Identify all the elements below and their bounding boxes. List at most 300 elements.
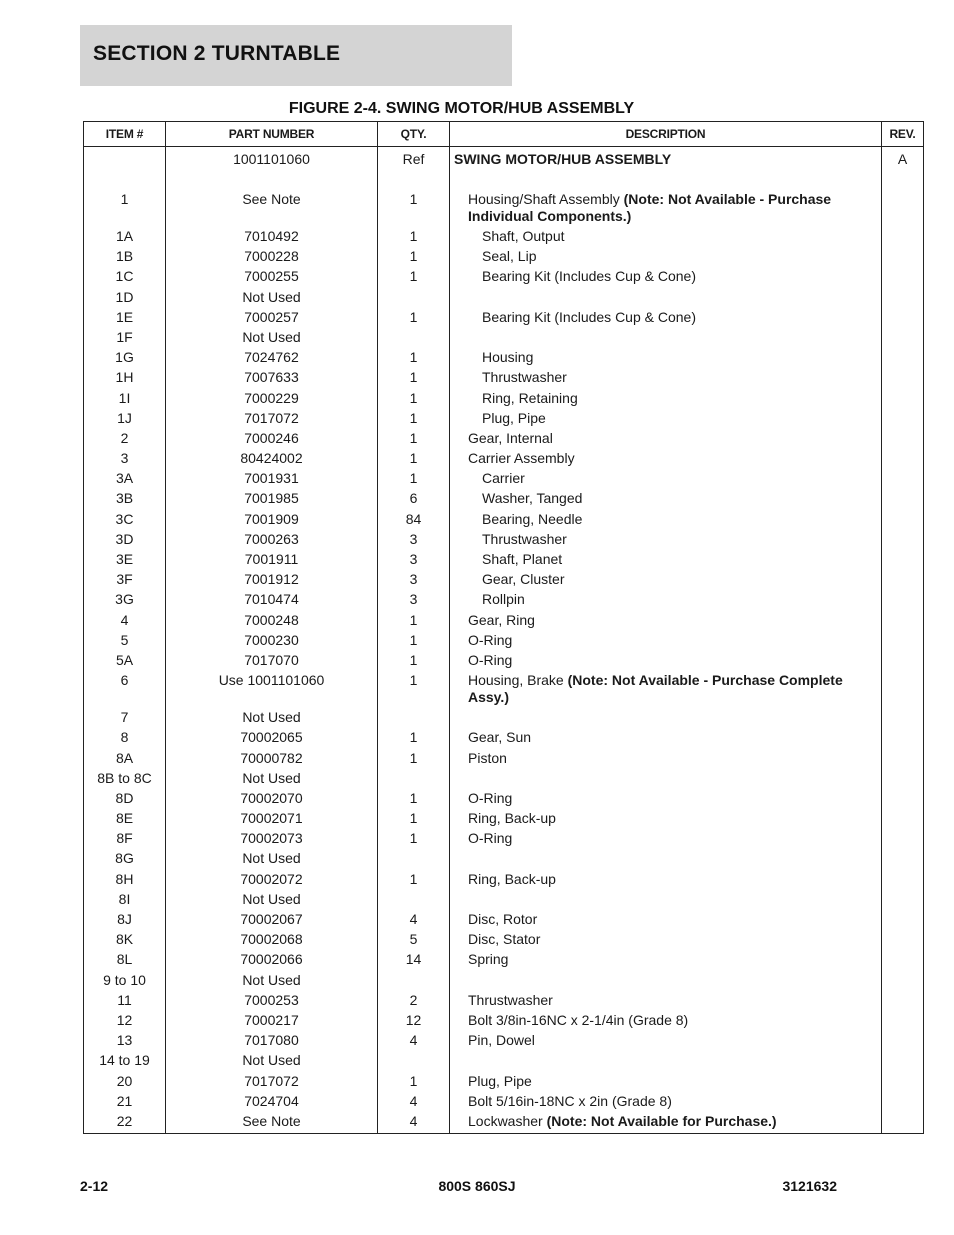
- item-number-cell: 13: [84, 1032, 166, 1052]
- part-number-cell: 7001909: [166, 511, 378, 531]
- quantity-cell: 1: [378, 810, 450, 830]
- table-row: [84, 632, 924, 652]
- description-cell: [450, 309, 882, 329]
- item-number-cell: 3: [84, 450, 166, 470]
- item-number-cell: 20: [84, 1073, 166, 1093]
- part-number-cell: Not Used: [166, 891, 378, 911]
- description-cell: [450, 1032, 882, 1052]
- description-text: Gear, Ring: [468, 611, 535, 628]
- description-cell: [450, 972, 882, 992]
- item-number-cell: 22: [84, 1113, 166, 1134]
- description-text: O-Ring: [468, 651, 513, 668]
- description-cell: [450, 1073, 882, 1093]
- description-text: Plug, Pipe: [482, 409, 546, 426]
- section-title: SECTION 2 TURNTABLE: [93, 42, 341, 65]
- description-cell: [450, 591, 882, 611]
- description-cell: [450, 531, 882, 551]
- table-row: [84, 369, 924, 389]
- part-number-cell: 7017070: [166, 652, 378, 672]
- revision-cell: [882, 551, 924, 571]
- item-number-cell: 3D: [84, 531, 166, 551]
- quantity-cell: 1: [378, 612, 450, 632]
- item-number-cell: 8H: [84, 871, 166, 891]
- item-number-cell: 21: [84, 1093, 166, 1113]
- table-row: [84, 1073, 924, 1093]
- description-text: O-Ring: [468, 631, 513, 648]
- quantity-cell: 1: [378, 349, 450, 369]
- revision-cell: [882, 228, 924, 248]
- quantity-cell: [378, 329, 450, 349]
- table-row: [84, 349, 924, 369]
- quantity-cell: 6: [378, 490, 450, 510]
- item-number-cell: 1A: [84, 228, 166, 248]
- quantity-cell: [378, 891, 450, 911]
- quantity-cell: 5: [378, 931, 450, 951]
- revision-cell: [882, 790, 924, 810]
- item-number-cell: 8E: [84, 810, 166, 830]
- description-cell: [450, 329, 882, 349]
- part-number-cell: 7017072: [166, 410, 378, 430]
- part-number-cell: 7001985: [166, 490, 378, 510]
- table-row: [84, 591, 924, 611]
- description-text: Lockwasher: [468, 1112, 547, 1129]
- item-number-cell: [84, 147, 166, 192]
- quantity-cell: 1: [378, 672, 450, 709]
- description-cell: [450, 729, 882, 749]
- item-number-cell: 1E: [84, 309, 166, 329]
- description-cell: [450, 228, 882, 248]
- description-cell: [450, 390, 882, 410]
- table-row: [84, 289, 924, 309]
- revision-cell: [882, 770, 924, 790]
- part-number-cell: Use 1001101060: [166, 672, 378, 709]
- revision-cell: [882, 591, 924, 611]
- column-header-qty: QTY.: [378, 122, 450, 147]
- description-cell: [450, 992, 882, 1012]
- description-cell: [450, 612, 882, 632]
- description-text: Housing: [482, 349, 534, 366]
- quantity-cell: 3: [378, 591, 450, 611]
- revision-cell: [882, 1012, 924, 1032]
- revision-cell: [882, 329, 924, 349]
- description-cell: [450, 430, 882, 450]
- quantity-cell: 3: [378, 551, 450, 571]
- revision-cell: [882, 850, 924, 870]
- item-number-cell: 3A: [84, 470, 166, 490]
- description-note: (Note: Not Available for Purchase.): [546, 1112, 777, 1129]
- table-row: [84, 410, 924, 430]
- quantity-cell: 1: [378, 450, 450, 470]
- item-number-cell: 14 to 19: [84, 1052, 166, 1072]
- description-cell: [450, 268, 882, 288]
- quantity-cell: 12: [378, 1012, 450, 1032]
- quantity-cell: [378, 972, 450, 992]
- part-number-cell: 7000230: [166, 632, 378, 652]
- item-number-cell: 8: [84, 729, 166, 749]
- revision-cell: [882, 972, 924, 992]
- item-number-cell: 8D: [84, 790, 166, 810]
- description-text: Bearing Kit (Includes Cup & Cone): [482, 268, 696, 285]
- table-row: [84, 729, 924, 749]
- description-cell: [450, 672, 882, 709]
- description-text: Thrustwasher: [482, 369, 567, 386]
- description-cell: [450, 1093, 882, 1113]
- description-cell: [450, 1052, 882, 1072]
- description-text: Gear, Cluster: [482, 571, 565, 588]
- quantity-cell: [378, 1052, 450, 1072]
- description-text: Seal, Lip: [482, 248, 537, 265]
- table-row: [84, 770, 924, 790]
- quantity-cell: 84: [378, 511, 450, 531]
- revision-cell: [882, 871, 924, 891]
- description-cell: [450, 770, 882, 790]
- description-cell: [450, 790, 882, 810]
- description-cell: [450, 810, 882, 830]
- column-header-rev: REV.: [882, 122, 924, 147]
- description-cell: [450, 470, 882, 490]
- part-number-cell: 7000257: [166, 309, 378, 329]
- part-number-cell: See Note: [166, 191, 378, 228]
- part-number-cell: 7000217: [166, 1012, 378, 1032]
- table-row: [84, 531, 924, 551]
- description-text: Carrier Assembly: [468, 450, 575, 467]
- description-cell: [450, 1012, 882, 1032]
- part-number-cell: Not Used: [166, 289, 378, 309]
- quantity-cell: 1: [378, 248, 450, 268]
- quantity-cell: 4: [378, 1093, 450, 1113]
- description-cell: [450, 191, 882, 228]
- part-number-cell: 70002067: [166, 911, 378, 931]
- quantity-cell: 4: [378, 911, 450, 931]
- description-text: SWING MOTOR/HUB ASSEMBLY: [454, 151, 672, 167]
- table-row: [84, 612, 924, 632]
- description-cell: [450, 709, 882, 729]
- description-text: Gear, Internal: [468, 429, 553, 446]
- revision-cell: [882, 1032, 924, 1052]
- quantity-cell: [378, 770, 450, 790]
- quantity-cell: 1: [378, 750, 450, 770]
- revision-cell: [882, 490, 924, 510]
- revision-cell: [882, 1093, 924, 1113]
- description-text: Shaft, Planet: [482, 551, 563, 567]
- description-note: (Note: Not Available - Purchase Complete Assy.): [468, 672, 843, 706]
- table-row: [84, 1093, 924, 1113]
- part-number-cell: 7000263: [166, 531, 378, 551]
- item-number-cell: 1C: [84, 268, 166, 288]
- revision-cell: [882, 1073, 924, 1093]
- quantity-cell: 14: [378, 951, 450, 971]
- revision-cell: [882, 390, 924, 410]
- item-number-cell: 7: [84, 709, 166, 729]
- item-number-cell: 5: [84, 632, 166, 652]
- revision-cell: [882, 289, 924, 309]
- part-number-cell: See Note: [166, 1113, 378, 1134]
- item-number-cell: 1G: [84, 349, 166, 369]
- part-number-cell: 7001912: [166, 571, 378, 591]
- table-row: [84, 750, 924, 770]
- description-text: O-Ring: [468, 789, 513, 806]
- part-number-cell: 7001931: [166, 470, 378, 490]
- part-number-cell: Not Used: [166, 850, 378, 870]
- quantity-cell: 1: [378, 830, 450, 850]
- description-text: Bearing, Needle: [482, 510, 583, 527]
- item-number-cell: 2: [84, 430, 166, 450]
- figure-title: FIGURE 2-4. SWING MOTOR/HUB ASSEMBLY: [288, 100, 635, 117]
- description-text: Washer, Tanged: [482, 490, 583, 507]
- table-row: [84, 309, 924, 329]
- part-number-cell: 7000229: [166, 390, 378, 410]
- table-row: [84, 490, 924, 510]
- revision-cell: [882, 268, 924, 288]
- table-row: [84, 830, 924, 850]
- description-cell: [450, 871, 882, 891]
- quantity-cell: 2: [378, 992, 450, 1012]
- part-number-cell: 7000246: [166, 430, 378, 450]
- description-text: Pin, Dowel: [468, 1032, 535, 1049]
- table-row: [84, 891, 924, 911]
- quantity-cell: 1: [378, 652, 450, 672]
- part-number-cell: 7000248: [166, 612, 378, 632]
- item-number-cell: 3B: [84, 490, 166, 510]
- part-number-cell: 7024704: [166, 1093, 378, 1113]
- item-number-cell: 3E: [84, 551, 166, 571]
- description-cell: [450, 1113, 882, 1134]
- item-number-cell: 1F: [84, 329, 166, 349]
- column-header-item: ITEM #: [84, 122, 166, 147]
- description-cell: [450, 511, 882, 531]
- revision-cell: [882, 672, 924, 709]
- description-cell: [450, 571, 882, 591]
- revision-cell: [882, 430, 924, 450]
- description-text: Disc, Rotor: [468, 911, 538, 927]
- revision-cell: [882, 810, 924, 830]
- quantity-cell: 1: [378, 390, 450, 410]
- revision-cell: [882, 830, 924, 850]
- table-row: [84, 911, 924, 931]
- item-number-cell: 1: [84, 191, 166, 228]
- quantity-cell: 3: [378, 571, 450, 591]
- table-row: [84, 430, 924, 450]
- part-number-cell: 1001101060: [166, 147, 378, 192]
- description-text: Ring, Back-up: [468, 870, 556, 887]
- quantity-cell: 4: [378, 1032, 450, 1052]
- item-number-cell: 3G: [84, 591, 166, 611]
- description-note: (Note: Not Available - Purchase Individual Components.): [468, 191, 832, 224]
- quantity-cell: Ref: [378, 147, 450, 192]
- quantity-cell: 4: [378, 1113, 450, 1134]
- revision-cell: [882, 309, 924, 329]
- revision-cell: [882, 729, 924, 749]
- table-row: [84, 268, 924, 288]
- revision-cell: [882, 951, 924, 971]
- part-number-cell: 70002071: [166, 810, 378, 830]
- revision-cell: [882, 1052, 924, 1072]
- part-number-cell: 80424002: [166, 450, 378, 470]
- revision-cell: [882, 750, 924, 770]
- description-cell: [450, 410, 882, 430]
- quantity-cell: [378, 289, 450, 309]
- item-number-cell: 9 to 10: [84, 972, 166, 992]
- quantity-cell: 1: [378, 729, 450, 749]
- quantity-cell: [378, 709, 450, 729]
- item-number-cell: 1B: [84, 248, 166, 268]
- item-number-cell: 8J: [84, 911, 166, 931]
- revision-cell: [882, 1113, 924, 1134]
- table-row: [84, 551, 924, 571]
- part-number-cell: 7000228: [166, 248, 378, 268]
- item-number-cell: 1J: [84, 410, 166, 430]
- item-number-cell: 8G: [84, 850, 166, 870]
- revision-cell: [882, 612, 924, 632]
- item-number-cell: 12: [84, 1012, 166, 1032]
- table-row: [84, 450, 924, 470]
- quantity-cell: 1: [378, 309, 450, 329]
- part-number-cell: 7000255: [166, 268, 378, 288]
- item-number-cell: 8B to 8C: [84, 770, 166, 790]
- section-banner: [80, 25, 512, 86]
- part-number-cell: 7017080: [166, 1032, 378, 1052]
- description-cell: [450, 632, 882, 652]
- description-text: Thrustwasher: [482, 530, 567, 547]
- part-number-cell: 7024762: [166, 349, 378, 369]
- part-number-cell: Not Used: [166, 709, 378, 729]
- part-number-cell: Not Used: [166, 1052, 378, 1072]
- footer-doc-number: 3121632: [782, 1178, 837, 1194]
- table-row: [84, 1052, 924, 1072]
- revision-cell: [882, 891, 924, 911]
- part-number-cell: 70002072: [166, 871, 378, 891]
- revision-cell: [882, 709, 924, 729]
- description-cell: [450, 349, 882, 369]
- description-text: Ring, Retaining: [482, 389, 578, 406]
- table-row: [84, 810, 924, 830]
- quantity-cell: 1: [378, 470, 450, 490]
- table-row: [84, 790, 924, 810]
- footer-page-number: 2-12: [80, 1178, 109, 1194]
- description-text: Plug, Pipe: [468, 1072, 532, 1089]
- description-text: Bolt 3/8in-16NC x 2-1/4in (Grade 8): [468, 1011, 689, 1028]
- quantity-cell: 1: [378, 410, 450, 430]
- table-row: [84, 248, 924, 268]
- table-row: [84, 470, 924, 490]
- description-cell: [450, 248, 882, 268]
- quantity-cell: 1: [378, 430, 450, 450]
- item-number-cell: 4: [84, 612, 166, 632]
- description-text: Bolt 5/16in-18NC x 2in (Grade 8): [468, 1092, 672, 1109]
- description-cell: [450, 551, 882, 571]
- revision-cell: A: [882, 147, 924, 192]
- item-number-cell: 8L: [84, 951, 166, 971]
- description-text: Carrier: [482, 470, 525, 487]
- part-number-cell: 7001911: [166, 551, 378, 571]
- part-number-cell: 7017072: [166, 1073, 378, 1093]
- description-text: Spring: [468, 951, 509, 968]
- revision-cell: [882, 349, 924, 369]
- description-cell: [450, 289, 882, 309]
- table-row: [84, 1113, 924, 1134]
- table-row: [84, 228, 924, 248]
- description-text: Housing, Brake: [468, 672, 568, 689]
- item-number-cell: 6: [84, 672, 166, 709]
- table-row: [84, 511, 924, 531]
- revision-cell: [882, 470, 924, 490]
- description-cell: [450, 850, 882, 870]
- part-number-cell: 7000253: [166, 992, 378, 1012]
- description-cell: [450, 951, 882, 971]
- parts-table: [83, 121, 924, 1134]
- description-cell: [450, 830, 882, 850]
- description-text: Thrustwasher: [468, 991, 553, 1008]
- item-number-cell: 11: [84, 992, 166, 1012]
- table-body: [84, 147, 924, 1134]
- quantity-cell: 1: [378, 369, 450, 389]
- revision-cell: [882, 992, 924, 1012]
- revision-cell: [882, 450, 924, 470]
- table-row: [84, 1032, 924, 1052]
- description-text: Gear, Sun: [468, 729, 532, 746]
- table-row: [84, 571, 924, 591]
- table-row: [84, 147, 924, 192]
- table-header-row: [84, 122, 924, 147]
- table-row: [84, 850, 924, 870]
- description-text: Ring, Back-up: [468, 810, 556, 827]
- item-number-cell: 1I: [84, 390, 166, 410]
- description-text: Rollpin: [482, 591, 525, 608]
- quantity-cell: 1: [378, 871, 450, 891]
- item-number-cell: 8I: [84, 891, 166, 911]
- description-cell: [450, 369, 882, 389]
- part-number-cell: Not Used: [166, 329, 378, 349]
- quantity-cell: 1: [378, 632, 450, 652]
- quantity-cell: 1: [378, 1073, 450, 1093]
- item-number-cell: 1H: [84, 369, 166, 389]
- part-number-cell: 7010474: [166, 591, 378, 611]
- part-number-cell: 70002070: [166, 790, 378, 810]
- item-number-cell: 8F: [84, 830, 166, 850]
- revision-cell: [882, 931, 924, 951]
- part-number-cell: 70002066: [166, 951, 378, 971]
- description-cell: [450, 450, 882, 470]
- description-cell: [450, 931, 882, 951]
- column-header-part-number: PART NUMBER: [166, 122, 378, 147]
- table-row: [84, 191, 924, 228]
- revision-cell: [882, 632, 924, 652]
- table-row: [84, 931, 924, 951]
- table-row: [84, 992, 924, 1012]
- table-row: [84, 329, 924, 349]
- revision-cell: [882, 248, 924, 268]
- part-number-cell: 7007633: [166, 369, 378, 389]
- part-number-cell: 7010492: [166, 228, 378, 248]
- part-number-cell: 70002068: [166, 931, 378, 951]
- table-row: [84, 1012, 924, 1032]
- table-row: [84, 709, 924, 729]
- part-number-cell: 70002073: [166, 830, 378, 850]
- item-number-cell: 3C: [84, 511, 166, 531]
- quantity-cell: [378, 850, 450, 870]
- revision-cell: [882, 531, 924, 551]
- description-text: Housing/Shaft Assembly: [468, 191, 624, 207]
- description-cell: [450, 147, 882, 192]
- description-text: Piston: [468, 749, 507, 766]
- table-row: [84, 672, 924, 709]
- description-cell: [450, 911, 882, 931]
- item-number-cell: 3F: [84, 571, 166, 591]
- description-text: O-Ring: [468, 830, 513, 847]
- table-row: [84, 951, 924, 971]
- description-cell: [450, 490, 882, 510]
- quantity-cell: 1: [378, 790, 450, 810]
